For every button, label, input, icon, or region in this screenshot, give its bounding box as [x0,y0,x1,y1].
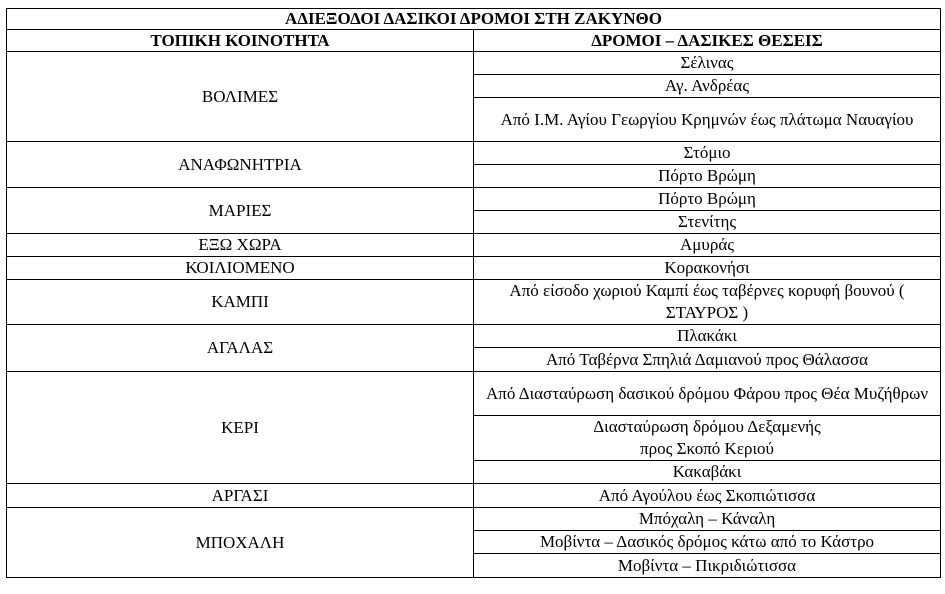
road-cell: Κορακονήσι [474,257,941,280]
road-cell: Κακαβάκι [474,461,941,484]
table-row [7,484,941,508]
road-cell: Σέλινας [474,52,941,75]
community-cell: ΑΡΓΑΣΙ [7,484,474,508]
table-row [7,188,941,211]
community-cell: ΕΞΩ ΧΩΡΑ [7,234,474,257]
table-row [7,234,941,257]
table-title: ΑΔΙΕΞΟΔΟΙ ΔΑΣΙΚΟΙ ΔΡΟΜΟΙ ΣΤΗ ΖΑΚΥΝΘΟ [7,9,941,30]
road-cell: Μοβίντα – Πικριδιώτισσα [474,554,941,578]
title-row [7,9,941,30]
road-cell: Διασταύρωση δρόμου Δεξαμενής προς Σκοπό Κεριού [474,416,941,461]
road-cell: Μπόχαλη – Κάναλη [474,508,941,531]
road-cell: Από είσοδο χωριού Καμπί έως ταβέρνες κορυφή βουνού ( ΣΤΑΥΡΟΣ ) [474,280,941,325]
road-cell: Αμυράς [474,234,941,257]
header-community: ΤΟΠΙΚΗ ΚΟΙΝΟΤΗΤΑ [7,30,474,52]
road-cell: Πλακάκι [474,325,941,348]
community-cell: ΜΑΡΙΕΣ [7,188,474,234]
road-cell: Από Διασταύρωση δασικού δρόμου Φάρου προς Θέα Μυζήθρων [474,372,941,416]
table-body [7,9,941,578]
road-cell: Πόρτο Βρώμη [474,165,941,188]
road-cell: Από Ι.Μ. Αγίου Γεωργίου Κρημνών έως πλάτωμα Ναυαγίου [474,98,941,142]
road-cell: Στενίτης [474,211,941,234]
community-cell: ΑΝΑΦΩΝΗΤΡΙΑ [7,142,474,188]
community-cell: ΜΠΟΧΑΛΗ [7,508,474,578]
header-row [7,30,941,52]
community-cell: ΑΓΑΛΑΣ [7,325,474,372]
road-cell: Στόμιο [474,142,941,165]
community-cell: ΒΟΛΙΜΕΣ [7,52,474,142]
road-cell: Από Αγούλου έως Σκοπιώτισσα [474,484,941,508]
table-row [7,142,941,165]
road-cell: Μοβίντα – Δασικός δρόμος κάτω από το Κάστρο [474,531,941,554]
community-cell: ΚΟΙΛΙΟΜΕΝΟ [7,257,474,280]
road-cell: Αγ. Ανδρέας [474,75,941,98]
table-row [7,325,941,348]
table-row [7,372,941,416]
road-cell: Από Ταβέρνα Σπηλιά Δαμιανού προς Θάλασσα [474,348,941,372]
table-row [7,508,941,531]
road-cell: Πόρτο Βρώμη [474,188,941,211]
community-cell: ΚΑΜΠΙ [7,280,474,325]
table-row [7,257,941,280]
community-cell: ΚΕΡΙ [7,372,474,484]
header-roads: ΔΡΟΜΟΙ – ΔΑΣΙΚΕΣ ΘΕΣΕΙΣ [474,30,941,52]
table-row [7,52,941,75]
table-row [7,280,941,325]
forest-roads-table [6,8,941,578]
